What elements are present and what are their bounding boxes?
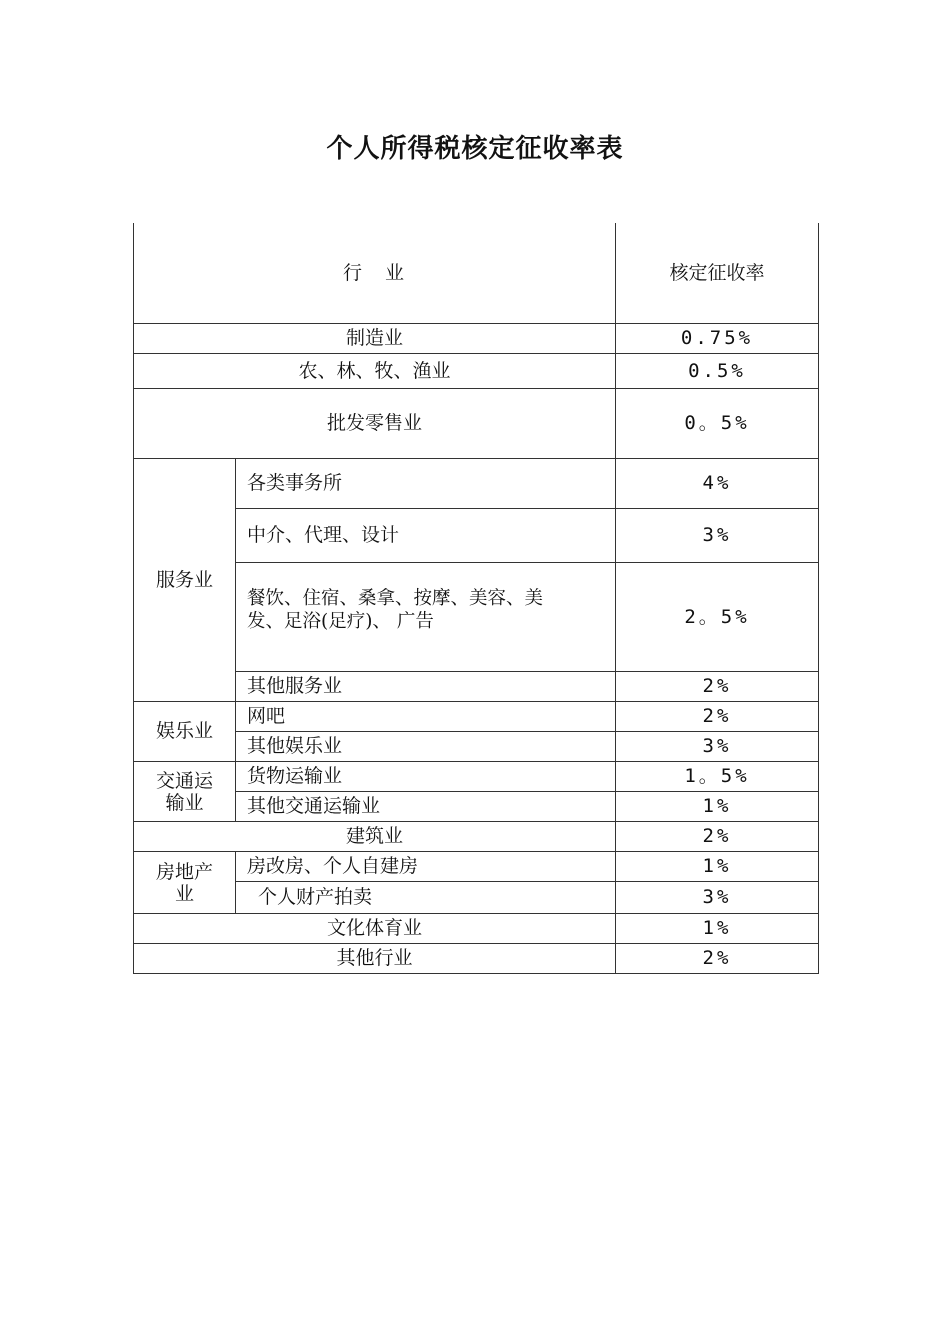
row-agriculture-rate: 0.5% <box>616 353 819 388</box>
row-housing-rate: 1% <box>616 851 819 881</box>
category-real-estate-line2: 业 <box>174 882 194 905</box>
row-entertainment-other-rate: 3% <box>616 731 819 761</box>
row-manufacturing-name: 制造业 <box>134 323 616 353</box>
header-rate: 核定征收率 <box>616 223 819 323</box>
category-entertainment: 娱乐业 <box>134 701 236 761</box>
row-culture-name: 文化体育业 <box>134 913 616 943</box>
category-transport-line1: 交通运 <box>155 769 213 792</box>
row-freight-name: 货物运输业 <box>236 761 616 791</box>
row-other-rate: 2% <box>616 943 819 973</box>
row-culture-rate: 1% <box>616 913 819 943</box>
row-other-name: 其他行业 <box>134 943 616 973</box>
tax-rate-table <box>133 223 819 974</box>
row-wholesale-name: 批发零售业 <box>134 388 616 458</box>
row-transport-other-name: 其他交通运输业 <box>236 791 616 821</box>
page-title: 个人所得税核定征收率表 <box>326 134 624 164</box>
row-service-firms-rate: 4% <box>616 458 819 508</box>
row-service-agency-rate: 3% <box>616 508 819 562</box>
row-auction-rate: 3% <box>616 881 819 913</box>
row-entertainment-other-name: 其他娱乐业 <box>236 731 616 761</box>
row-service-catering-name <box>236 562 616 671</box>
row-service-catering-line1: 餐饮、住宿、桑拿、按摩、美容、美 <box>247 588 544 609</box>
row-auction-name: 个人财产拍卖 <box>236 881 616 913</box>
row-service-catering-rate: 2。5% <box>616 562 819 671</box>
header-industry: 行 业 <box>134 223 616 323</box>
row-housing-name: 房改房、个人自建房 <box>236 851 616 881</box>
category-transport <box>134 761 236 821</box>
row-wholesale-rate: 0。5% <box>616 388 819 458</box>
row-internet-cafe-name: 网吧 <box>236 701 616 731</box>
row-agriculture-name: 农、林、牧、渔业 <box>134 353 616 388</box>
row-service-catering-line2: 发、足浴(足疗)、 广告 <box>247 611 434 632</box>
row-freight-rate: 1。5% <box>616 761 819 791</box>
row-manufacturing-rate: 0.75% <box>616 323 819 353</box>
row-service-firms-name: 各类事务所 <box>236 458 616 508</box>
row-internet-cafe-rate: 2% <box>616 701 819 731</box>
category-real-estate <box>134 851 236 913</box>
row-service-other-name: 其他服务业 <box>236 671 616 701</box>
category-transport-line2: 输业 <box>165 791 204 814</box>
category-service: 服务业 <box>134 458 236 701</box>
row-construction-rate: 2% <box>616 821 819 851</box>
category-real-estate-line1: 房地产 <box>155 860 213 883</box>
row-construction-name: 建筑业 <box>134 821 616 851</box>
row-service-other-rate: 2% <box>616 671 819 701</box>
row-transport-other-rate: 1% <box>616 791 819 821</box>
row-service-agency-name: 中介、代理、设计 <box>236 508 616 562</box>
